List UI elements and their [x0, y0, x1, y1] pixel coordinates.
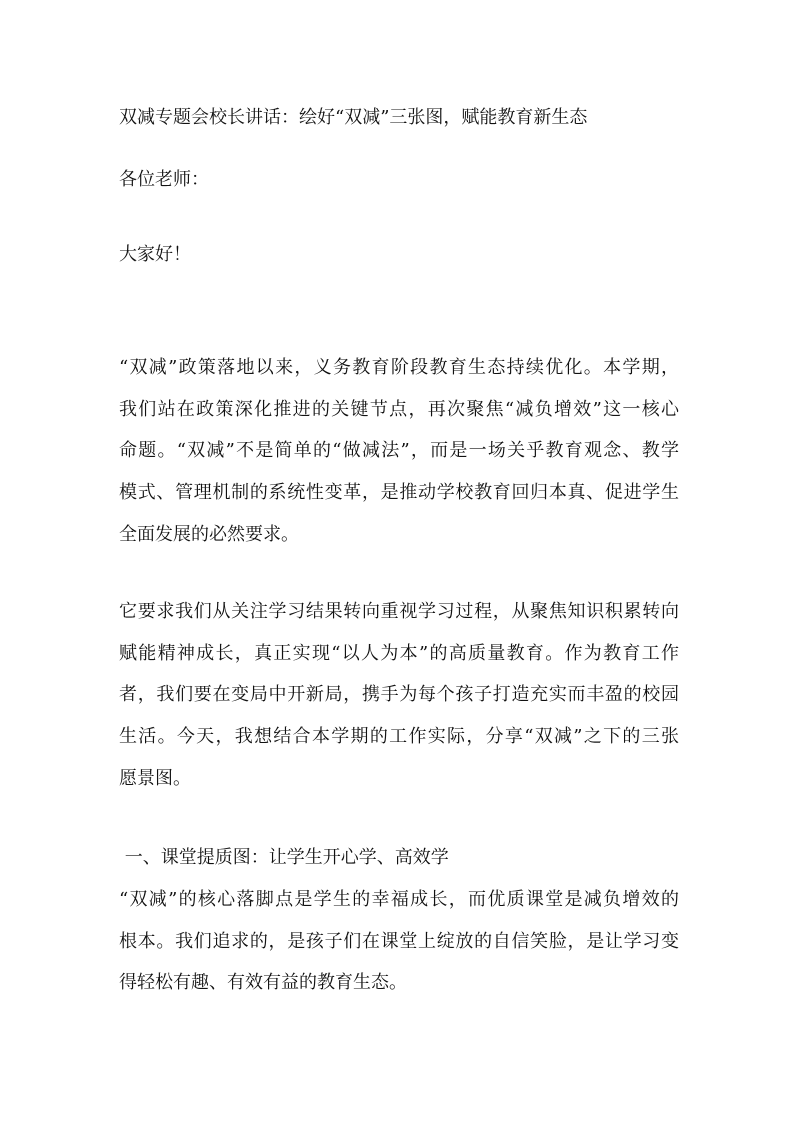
paragraph-line: 它要求我们从关注学习结果转向重视学习过程，从聚焦知识积累转向 [119, 601, 679, 622]
paragraph-line: 愿景图。 [119, 767, 191, 789]
paragraph-2 [119, 591, 679, 799]
greeting [119, 234, 679, 276]
document-title [119, 97, 679, 139]
section-1-paragraph [119, 879, 679, 1004]
paragraph-line: 根本。我们追求的，是孩子们在课堂上绽放的自信笑脸，是让学习变 [119, 930, 679, 952]
paragraph-line: 赋能精神成长，真正实现“以人为本”的高质量教育。作为教育工作 [119, 642, 679, 664]
paragraph-1 [119, 347, 679, 555]
paragraph-line: “双减”政策落地以来，义务教育阶段教育生态持续优化。本学期， [119, 357, 679, 378]
paragraph-line: 者，我们要在变局中开新局，携手为每个孩子打造充实而丰盈的校园 [119, 684, 679, 706]
title-text: 双减专题会校长讲话：绘好“双减”三张图，赋能教育新生态 [119, 107, 588, 128]
paragraph-line: 全面发展的必然要求。 [119, 523, 299, 545]
paragraph-line: 命题。“双减”不是简单的“做减法”，而是一场关乎教育观念、教学 [119, 440, 679, 462]
salutation-text: 各位老师： [119, 169, 209, 190]
heading-text: 一、课堂提质图：让学生开心学、高效学 [119, 847, 449, 868]
section-1-heading [119, 837, 679, 879]
paragraph-line: 得轻松有趣、有效有益的教育生态。 [119, 972, 407, 994]
salutation [119, 159, 679, 201]
paragraph-line: “双减”的核心落脚点是学生的幸福成长，而优质课堂是减负增效的 [119, 889, 679, 910]
paragraph-line: 模式、管理机制的系统性变革，是推动学校教育回归本真、促进学生 [119, 482, 679, 504]
greeting-text: 大家好！ [119, 244, 191, 265]
paragraph-line: 我们站在政策深化推进的关键节点，再次聚焦“减负增效”这一核心 [119, 398, 679, 420]
paragraph-line: 生活。今天，我想结合本学期的工作实际，分享“双减”之下的三张 [119, 726, 679, 748]
